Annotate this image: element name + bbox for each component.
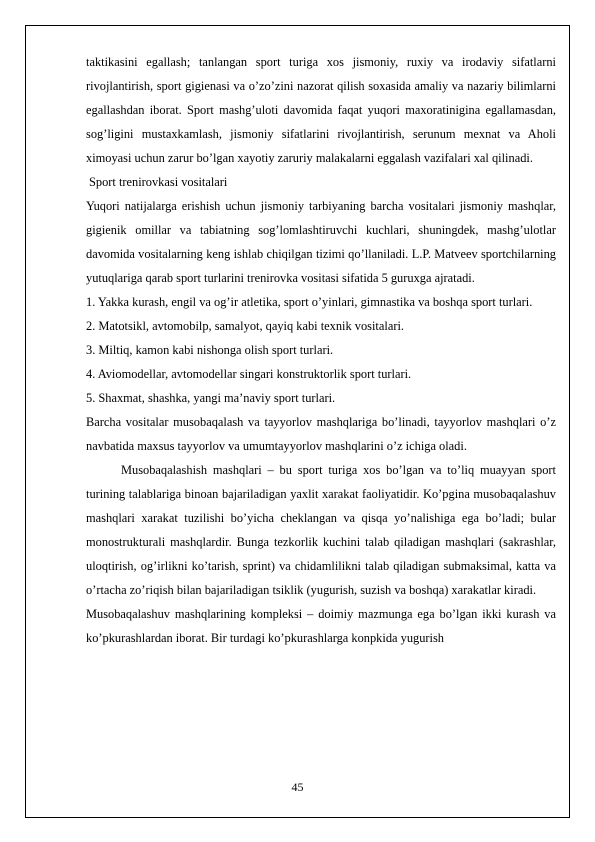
list-item: 1. Yakka kurash, engil va og’ir atletika, sport o’yinlari, gimnastika va boshqa sport turlari.	[86, 295, 533, 309]
list-item: 4. Aviomodellar, avtomodellar singari konstruktorlik sport turlari.	[86, 367, 412, 381]
body-paragraph: taktikasini egallash; tanlangan sport turiga xos jismoniy, ruxiy va irodaviy sifatlarni rivojlantirish, sport gigienasi va o’zo’zini nazorat qilish soxasida amaliy va nazariy bilimlarni egallashdan iborat. Sport mashg’uloti davomida faqat yuqori maxoratinigina egallamasdan, sog’ligini mustaxkamlash, jismoniy sifatlarini rivojlantirish, serunum mexnat va Aholi ximoyasi uchun zarur bo’lgan xayotiy zaruriy malakalarni eggalash vazifalari xal qilinadi.	[86, 55, 556, 165]
page-number: 45	[291, 780, 304, 794]
body-paragraph: Musobaqalashish mashqlari – bu sport turiga xos bo’lgan va to’liq muayyan sport turining talablariga binoan bajariladigan yaxlit xarakat faoliyatidir. Ko’pgina musobaqalashuv mashqlari xarakat tuzilishi bo’yicha cheklangan va qisqa yo’nalishiga ega bo’ladi; bular monostrukturali mashqlardir. Bunga tezkorlik kuchini talab qiladigan mashqlari (sakrashlar, uloqtirish, og’irlikni ko’tarish, sprint) va chidamlilikni talab qiladigan submaksimal, katta va o’rtacha zo’riqish bilan bajariladigan tsiklik (yugurish, suzish va boshqa) xarakatlar kiradi.	[86, 463, 556, 597]
list-item: 2. Matotsikl, avtomobilp, samalyot, qayiq kabi texnik vositalari.	[86, 319, 404, 333]
body-paragraph: Barcha vositalar musobaqalash va tayyorlov mashqlariga bo’linadi, tayyorlov mashqlari o’z navbatida maxsus tayyorlov va umumtayyorlov mashqlarini o’z ichiga oladi.	[86, 415, 556, 453]
body-paragraph: Yuqori natijalarga erishish uchun jismoniy tarbiyaning barcha vositalari jismoniy mashqlar, gigienik omillar va tabiatning sog’lomlashtiruvchi kuchlari, shuningdek, mashg’ulotlar davomida vositalarning keng ishlab chiqilgan tizimi qo’llaniladi. L.P. Matveev sportchilarning yutuqlariga qarab sport turlarini trenirovka vositasi sifatida 5 guruxga ajratadi.	[86, 199, 556, 285]
section-heading: Sport trenirovkasi vositalari	[89, 175, 228, 189]
body-paragraph: Musobaqalashuv mashqlarining kompleksi – doimiy mazmunga ega bo’lgan ikki kurash va ko’pkurashlardan iborat. Bir turdagi ko’pkurashlarga konpkida yugurish	[86, 607, 556, 645]
list-item: 3. Miltiq, kamon kabi nishonga olish sport turlari.	[86, 343, 334, 357]
page-content	[86, 50, 556, 650]
list-item: 5. Shaxmat, shashka, yangi ma’naviy sport turlari.	[86, 391, 336, 405]
